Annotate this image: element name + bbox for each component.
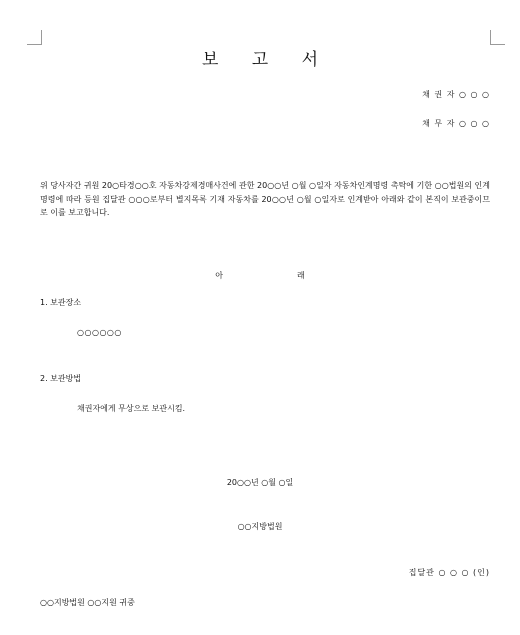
ahrae-right: 래: [297, 271, 305, 280]
date-line: 20○○년 ○월 ○일: [226, 478, 294, 487]
section1-value: ○○○○○○: [77, 328, 122, 337]
ahrae-heading: [0, 270, 520, 281]
section2-heading: 2. 보관방법: [40, 374, 82, 383]
ahrae-left: 아: [215, 271, 223, 280]
section2-value: 채권자에게 무상으로 보관시킴.: [77, 404, 186, 413]
officer-line: 집달관 ○ ○ ○ (인): [408, 568, 490, 577]
crop-mark-top-right: [490, 30, 505, 45]
document-title: 보 고 서: [201, 50, 333, 70]
section1-heading: 1. 보관장소: [40, 298, 82, 307]
crop-mark-top-left: [27, 30, 42, 45]
creditor-line: 채 권 자 ○ ○ ○: [422, 90, 490, 99]
debtor-line: 채 무 자 ○ ○ ○: [422, 119, 490, 128]
recipient-line: ○○지방법원 ○○지원 귀중: [40, 598, 135, 607]
body-paragraph: 위 당사자간 귀원 20○타경○○호 자동차강제경매사건에 관한 20○○년 ○월 ○일자 자동차인계명령 촉탁에 기한 ○○법원의 인계명령에 따라 등원 집달관 ○○○로부터 별지목록 기재 자동차를 20○○년 ○월 ○일자로 인계받아 아래와 같이 본직이 보관중이므로 이를 보고합니다.: [40, 181, 490, 217]
court-line: ○○지방법원: [237, 522, 283, 531]
